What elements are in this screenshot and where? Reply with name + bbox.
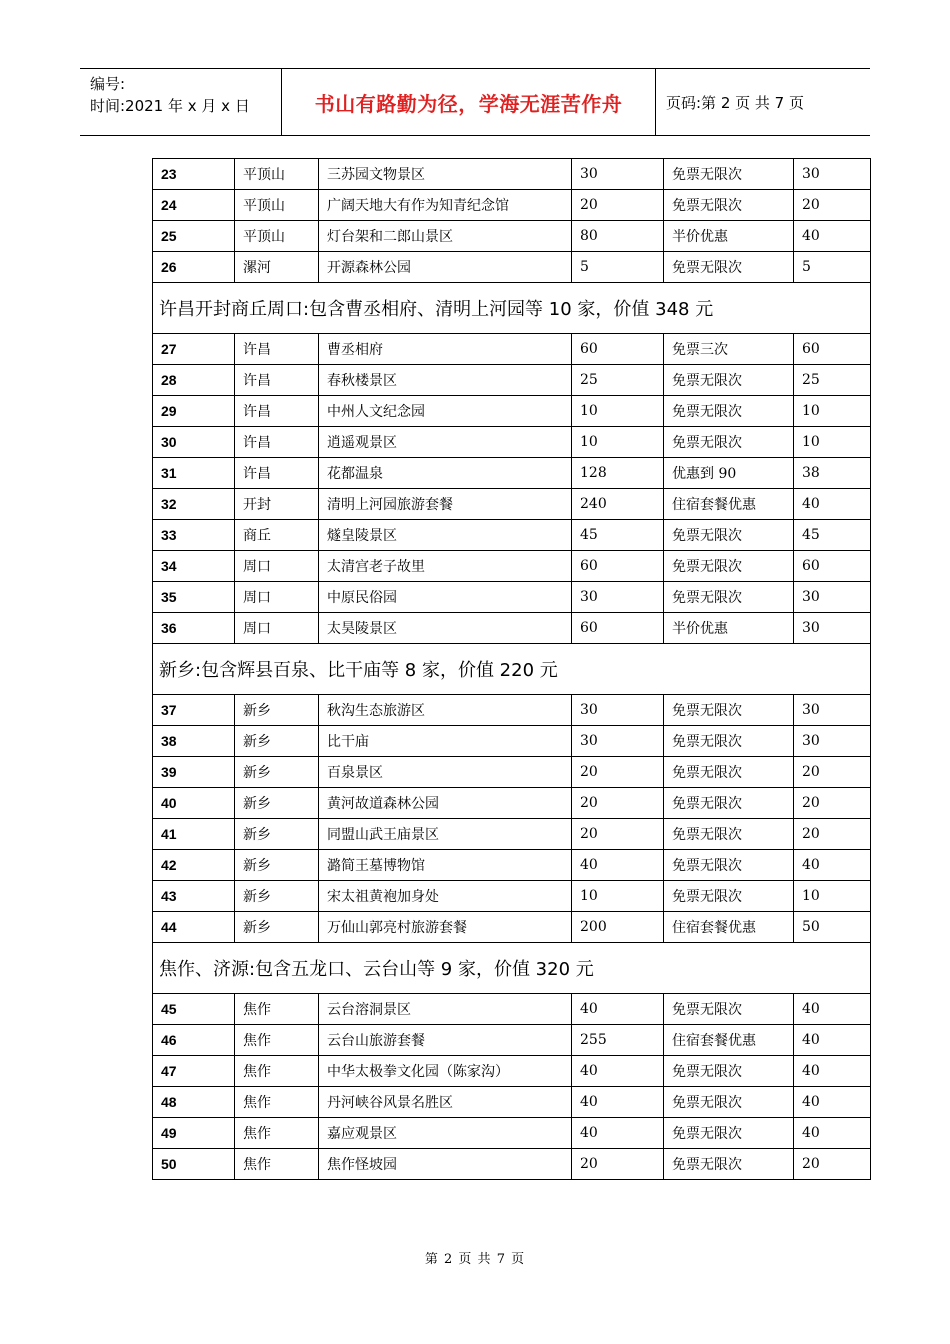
- city-cell: 新乡: [235, 726, 319, 757]
- value-cell: 30: [794, 613, 871, 644]
- table-row: [153, 427, 871, 458]
- table-row: [153, 520, 871, 551]
- offer-cell: 免票无限次: [664, 994, 794, 1025]
- offer-cell: 免票三次: [664, 334, 794, 365]
- row-number: 29: [153, 396, 235, 427]
- ticket-price-cell: 60: [572, 551, 664, 582]
- attraction-name-cell: 太清宫老子故里: [319, 551, 572, 582]
- value-cell: 25: [794, 365, 871, 396]
- ticket-price-cell: 128: [572, 458, 664, 489]
- value-cell: 20: [794, 757, 871, 788]
- attraction-name-cell: 宋太祖黄袍加身处: [319, 881, 572, 912]
- value-cell: 30: [794, 159, 871, 190]
- offer-cell: 免票无限次: [664, 582, 794, 613]
- row-number: 40: [153, 788, 235, 819]
- offer-cell: 优惠到 90: [664, 458, 794, 489]
- ticket-price-cell: 30: [572, 159, 664, 190]
- row-number: 39: [153, 757, 235, 788]
- section-header-text: 焦作、济源:包含五龙口、云台山等 9 家，价值 320 元: [153, 943, 871, 994]
- offer-cell: 免票无限次: [664, 252, 794, 283]
- table-row: [153, 819, 871, 850]
- value-cell: 5: [794, 252, 871, 283]
- section-header-row: [153, 283, 871, 334]
- city-cell: 许昌: [235, 365, 319, 396]
- offer-cell: 免票无限次: [664, 819, 794, 850]
- value-cell: 40: [794, 850, 871, 881]
- city-cell: 漯河: [235, 252, 319, 283]
- table-row: [153, 695, 871, 726]
- ticket-price-cell: 40: [572, 850, 664, 881]
- table-row: [153, 489, 871, 520]
- attraction-name-cell: 丹河峡谷风景名胜区: [319, 1087, 572, 1118]
- city-cell: 新乡: [235, 881, 319, 912]
- offer-cell: 免票无限次: [664, 427, 794, 458]
- offer-cell: 免票无限次: [664, 695, 794, 726]
- header-page-label: 页码:第 2 页 共 7 页: [666, 93, 804, 112]
- value-cell: 30: [794, 582, 871, 613]
- city-cell: 焦作: [235, 1056, 319, 1087]
- offer-cell: 住宿套餐优惠: [664, 912, 794, 943]
- attraction-name-cell: 云台溶洞景区: [319, 994, 572, 1025]
- attractions-table-body: [153, 159, 871, 1180]
- city-cell: 周口: [235, 582, 319, 613]
- city-cell: 许昌: [235, 334, 319, 365]
- table-row: [153, 613, 871, 644]
- table-row: [153, 881, 871, 912]
- table-row: [153, 365, 871, 396]
- attraction-name-cell: 云台山旅游套餐: [319, 1025, 572, 1056]
- city-cell: 焦作: [235, 1118, 319, 1149]
- attraction-name-cell: 黄河故道森林公园: [319, 788, 572, 819]
- city-cell: 新乡: [235, 850, 319, 881]
- offer-cell: 半价优惠: [664, 221, 794, 252]
- attraction-name-cell: 同盟山武王庙景区: [319, 819, 572, 850]
- attraction-name-cell: 中州人文纪念园: [319, 396, 572, 427]
- offer-cell: 免票无限次: [664, 190, 794, 221]
- value-cell: 40: [794, 994, 871, 1025]
- ticket-price-cell: 255: [572, 1025, 664, 1056]
- attraction-name-cell: 潞简王墓博物馆: [319, 850, 572, 881]
- document-number-label: 编号:: [90, 75, 126, 93]
- city-cell: 新乡: [235, 912, 319, 943]
- row-number: 24: [153, 190, 235, 221]
- offer-cell: 免票无限次: [664, 1149, 794, 1180]
- attraction-name-cell: 开源森林公园: [319, 252, 572, 283]
- section-header-text: 许昌开封商丘周口:包含曹丞相府、清明上河园等 10 家，价值 348 元: [153, 283, 871, 334]
- table-row: [153, 190, 871, 221]
- row-number: 44: [153, 912, 235, 943]
- ticket-price-cell: 20: [572, 757, 664, 788]
- table-row: [153, 1025, 871, 1056]
- ticket-price-cell: 200: [572, 912, 664, 943]
- row-number: 45: [153, 994, 235, 1025]
- value-cell: 60: [794, 334, 871, 365]
- city-cell: 焦作: [235, 994, 319, 1025]
- table-row: [153, 252, 871, 283]
- table-row: [153, 757, 871, 788]
- value-cell: 10: [794, 881, 871, 912]
- table-row: [153, 850, 871, 881]
- attraction-name-cell: 广阔天地大有作为知青纪念馆: [319, 190, 572, 221]
- table-row: [153, 221, 871, 252]
- table-row: [153, 1056, 871, 1087]
- row-number: 41: [153, 819, 235, 850]
- offer-cell: 免票无限次: [664, 757, 794, 788]
- ticket-price-cell: 10: [572, 396, 664, 427]
- section-header-text: 新乡:包含辉县百泉、比干庙等 8 家，价值 220 元: [153, 644, 871, 695]
- attraction-name-cell: 清明上河园旅游套餐: [319, 489, 572, 520]
- table-row: [153, 1149, 871, 1180]
- offer-cell: 免票无限次: [664, 788, 794, 819]
- value-cell: 38: [794, 458, 871, 489]
- offer-cell: 住宿套餐优惠: [664, 489, 794, 520]
- row-number: 32: [153, 489, 235, 520]
- value-cell: 10: [794, 396, 871, 427]
- value-cell: 20: [794, 1149, 871, 1180]
- city-cell: 平顶山: [235, 221, 319, 252]
- row-number: 26: [153, 252, 235, 283]
- attraction-name-cell: 秋沟生态旅游区: [319, 695, 572, 726]
- attraction-name-cell: 灯台架和二郎山景区: [319, 221, 572, 252]
- ticket-price-cell: 25: [572, 365, 664, 396]
- ticket-price-cell: 10: [572, 881, 664, 912]
- ticket-price-cell: 240: [572, 489, 664, 520]
- city-cell: 许昌: [235, 427, 319, 458]
- attraction-name-cell: 中华太极拳文化园（陈家沟）: [319, 1056, 572, 1087]
- attraction-name-cell: 焦作怪坡园: [319, 1149, 572, 1180]
- header-left-cell: [80, 69, 282, 135]
- table-row: [153, 1118, 871, 1149]
- offer-cell: 免票无限次: [664, 881, 794, 912]
- offer-cell: 免票无限次: [664, 396, 794, 427]
- row-number: 27: [153, 334, 235, 365]
- row-number: 33: [153, 520, 235, 551]
- city-cell: 焦作: [235, 1025, 319, 1056]
- value-cell: 40: [794, 1087, 871, 1118]
- ticket-price-cell: 20: [572, 788, 664, 819]
- row-number: 30: [153, 427, 235, 458]
- value-cell: 50: [794, 912, 871, 943]
- row-number: 46: [153, 1025, 235, 1056]
- table-row: [153, 551, 871, 582]
- ticket-price-cell: 40: [572, 1087, 664, 1118]
- value-cell: 20: [794, 190, 871, 221]
- attraction-name-cell: 百泉景区: [319, 757, 572, 788]
- row-number: 31: [153, 458, 235, 489]
- row-number: 49: [153, 1118, 235, 1149]
- row-number: 50: [153, 1149, 235, 1180]
- table-row: [153, 582, 871, 613]
- attraction-name-cell: 万仙山郭亮村旅游套餐: [319, 912, 572, 943]
- table-row: [153, 912, 871, 943]
- value-cell: 40: [794, 1056, 871, 1087]
- document-time-label: 时间:2021 年 x 月 x 日: [90, 97, 250, 115]
- offer-cell: 免票无限次: [664, 551, 794, 582]
- header-motto: 书山有路勤为径，学海无涯苦作舟: [314, 91, 623, 116]
- attraction-name-cell: 嘉应观景区: [319, 1118, 572, 1149]
- attraction-name-cell: 曹丞相府: [319, 334, 572, 365]
- city-cell: 焦作: [235, 1087, 319, 1118]
- ticket-price-cell: 30: [572, 582, 664, 613]
- row-number: 23: [153, 159, 235, 190]
- attraction-name-cell: 花都温泉: [319, 458, 572, 489]
- value-cell: 20: [794, 819, 871, 850]
- ticket-price-cell: 20: [572, 1149, 664, 1180]
- row-number: 48: [153, 1087, 235, 1118]
- ticket-price-cell: 20: [572, 819, 664, 850]
- ticket-price-cell: 40: [572, 1118, 664, 1149]
- row-number: 47: [153, 1056, 235, 1087]
- attraction-name-cell: 春秋楼景区: [319, 365, 572, 396]
- row-number: 43: [153, 881, 235, 912]
- table-row: [153, 788, 871, 819]
- attraction-name-cell: 三苏园文物景区: [319, 159, 572, 190]
- offer-cell: 免票无限次: [664, 1118, 794, 1149]
- attractions-table: [152, 158, 871, 1180]
- value-cell: 40: [794, 489, 871, 520]
- table-row: [153, 1087, 871, 1118]
- offer-cell: 半价优惠: [664, 613, 794, 644]
- offer-cell: 免票无限次: [664, 520, 794, 551]
- attraction-name-cell: 太昊陵景区: [319, 613, 572, 644]
- table-row: [153, 159, 871, 190]
- offer-cell: 免票无限次: [664, 850, 794, 881]
- table-row: [153, 726, 871, 757]
- offer-cell: 住宿套餐优惠: [664, 1025, 794, 1056]
- ticket-price-cell: 60: [572, 613, 664, 644]
- city-cell: 商丘: [235, 520, 319, 551]
- offer-cell: 免票无限次: [664, 1056, 794, 1087]
- page-footer: 第 2 页 共 7 页: [424, 1252, 526, 1267]
- row-number: 37: [153, 695, 235, 726]
- ticket-price-cell: 10: [572, 427, 664, 458]
- value-cell: 40: [794, 221, 871, 252]
- value-cell: 20: [794, 788, 871, 819]
- ticket-price-cell: 20: [572, 190, 664, 221]
- row-number: 28: [153, 365, 235, 396]
- city-cell: 新乡: [235, 819, 319, 850]
- value-cell: 30: [794, 695, 871, 726]
- value-cell: 45: [794, 520, 871, 551]
- section-header-row: [153, 644, 871, 695]
- table-row: [153, 396, 871, 427]
- section-header-row: [153, 943, 871, 994]
- ticket-price-cell: 60: [572, 334, 664, 365]
- ticket-price-cell: 5: [572, 252, 664, 283]
- table-row: [153, 994, 871, 1025]
- city-cell: 平顶山: [235, 159, 319, 190]
- city-cell: 焦作: [235, 1149, 319, 1180]
- ticket-price-cell: 40: [572, 994, 664, 1025]
- row-number: 25: [153, 221, 235, 252]
- attraction-name-cell: 中原民俗园: [319, 582, 572, 613]
- value-cell: 10: [794, 427, 871, 458]
- city-cell: 许昌: [235, 396, 319, 427]
- attraction-name-cell: 逍遥观景区: [319, 427, 572, 458]
- value-cell: 60: [794, 551, 871, 582]
- row-number: 38: [153, 726, 235, 757]
- city-cell: 周口: [235, 551, 319, 582]
- header-motto-cell: [282, 69, 656, 135]
- city-cell: 周口: [235, 613, 319, 644]
- city-cell: 新乡: [235, 788, 319, 819]
- city-cell: 开封: [235, 489, 319, 520]
- document-header: [80, 68, 870, 136]
- value-cell: 30: [794, 726, 871, 757]
- value-cell: 40: [794, 1025, 871, 1056]
- value-cell: 40: [794, 1118, 871, 1149]
- offer-cell: 免票无限次: [664, 726, 794, 757]
- header-page-cell: [656, 69, 870, 135]
- table-row: [153, 458, 871, 489]
- ticket-price-cell: 30: [572, 726, 664, 757]
- city-cell: 平顶山: [235, 190, 319, 221]
- ticket-price-cell: 30: [572, 695, 664, 726]
- attraction-name-cell: 比干庙: [319, 726, 572, 757]
- attraction-name-cell: 燧皇陵景区: [319, 520, 572, 551]
- city-cell: 新乡: [235, 757, 319, 788]
- ticket-price-cell: 45: [572, 520, 664, 551]
- row-number: 36: [153, 613, 235, 644]
- city-cell: 许昌: [235, 458, 319, 489]
- ticket-price-cell: 80: [572, 221, 664, 252]
- row-number: 34: [153, 551, 235, 582]
- row-number: 42: [153, 850, 235, 881]
- ticket-price-cell: 40: [572, 1056, 664, 1087]
- city-cell: 新乡: [235, 695, 319, 726]
- row-number: 35: [153, 582, 235, 613]
- table-row: [153, 334, 871, 365]
- offer-cell: 免票无限次: [664, 1087, 794, 1118]
- offer-cell: 免票无限次: [664, 159, 794, 190]
- offer-cell: 免票无限次: [664, 365, 794, 396]
